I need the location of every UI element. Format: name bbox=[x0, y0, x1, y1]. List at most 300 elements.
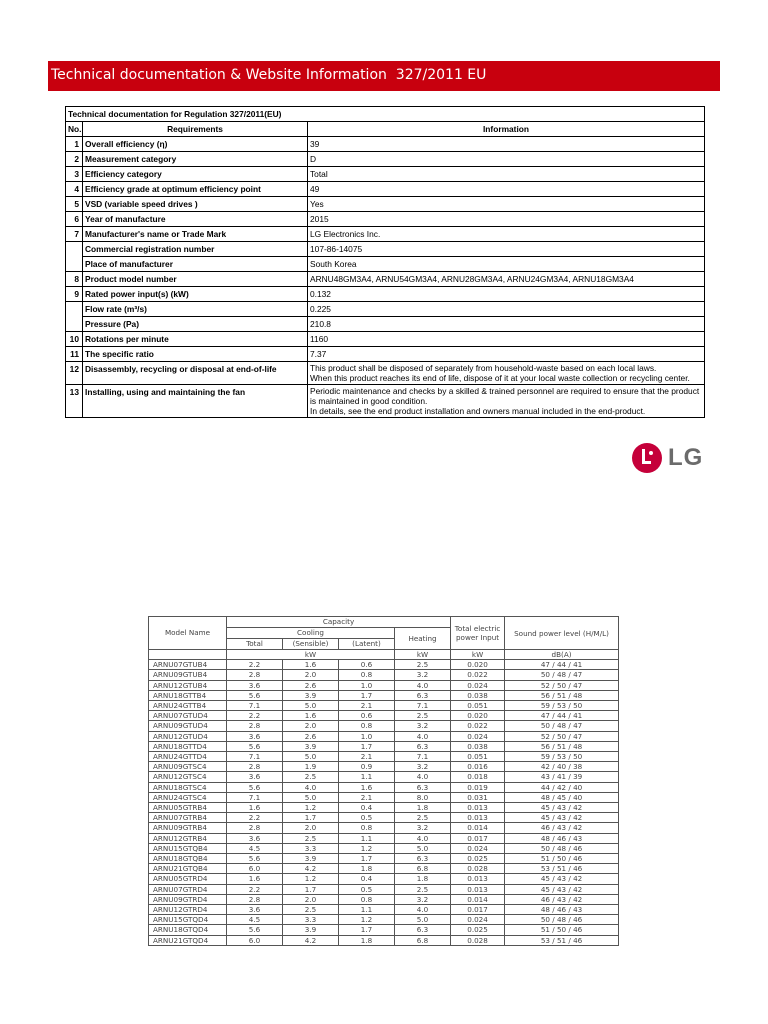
power-input: 0.016 bbox=[451, 762, 505, 772]
cooling-latent: 0.8 bbox=[339, 894, 395, 904]
model-name: ARNU07GTUD4 bbox=[149, 711, 227, 721]
cooling-total: 1.6 bbox=[227, 803, 283, 813]
cooling-sensible: 4.2 bbox=[283, 935, 339, 945]
heating-capacity: 5.0 bbox=[395, 915, 451, 925]
table-row bbox=[149, 660, 619, 670]
unit-kw-heating: kW bbox=[395, 650, 451, 660]
cooling-latent: 0.6 bbox=[339, 711, 395, 721]
table-row bbox=[149, 894, 619, 904]
cooling-latent: 1.0 bbox=[339, 731, 395, 741]
sound-power-level: 59 / 53 / 50 bbox=[505, 701, 619, 711]
model-name: ARNU21GTQB4 bbox=[149, 864, 227, 874]
heating-capacity: 4.0 bbox=[395, 731, 451, 741]
cooling-sensible: 1.6 bbox=[283, 711, 339, 721]
row-information: 107-86-14075 bbox=[308, 242, 705, 257]
row-requirement: Rotations per minute bbox=[83, 332, 308, 347]
row-requirement: Manufacturer's name or Trade Mark bbox=[83, 227, 308, 242]
header-bar bbox=[48, 61, 720, 91]
unit-dba: dB(A) bbox=[505, 650, 619, 660]
row-information: 39 bbox=[308, 137, 705, 152]
power-input: 0.024 bbox=[451, 731, 505, 741]
sound-power-level: 46 / 43 / 42 bbox=[505, 894, 619, 904]
row-requirement: Disassembly, recycling or disposal at end-of-life bbox=[83, 362, 308, 385]
model-name: ARNU24GTSC4 bbox=[149, 792, 227, 802]
latent-header: (Latent) bbox=[339, 639, 395, 650]
row-number: 6 bbox=[66, 212, 83, 227]
cooling-total: 5.6 bbox=[227, 925, 283, 935]
cooling-latent: 1.0 bbox=[339, 680, 395, 690]
table-row bbox=[66, 257, 705, 272]
model-name: ARNU21GTQD4 bbox=[149, 935, 227, 945]
model-name: ARNU05GTRB4 bbox=[149, 803, 227, 813]
row-requirement: Efficiency grade at optimum efficiency point bbox=[83, 182, 308, 197]
model-name: ARNU07GTUB4 bbox=[149, 660, 227, 670]
lg-logo bbox=[632, 443, 704, 473]
table-row bbox=[149, 854, 619, 864]
sound-power-level: 45 / 43 / 42 bbox=[505, 884, 619, 894]
cooling-latent: 1.7 bbox=[339, 741, 395, 751]
table-row bbox=[149, 731, 619, 741]
power-input: 0.038 bbox=[451, 741, 505, 751]
cooling-total: 2.2 bbox=[227, 711, 283, 721]
model-name: ARNU09GTRD4 bbox=[149, 894, 227, 904]
heating-capacity: 2.5 bbox=[395, 711, 451, 721]
sound-power-level: 48 / 46 / 43 bbox=[505, 833, 619, 843]
table-row bbox=[149, 701, 619, 711]
row-number: 1 bbox=[66, 137, 83, 152]
cooling-total: 2.8 bbox=[227, 721, 283, 731]
row-information: LG Electronics Inc. bbox=[308, 227, 705, 242]
row-requirement: Pressure (Pa) bbox=[83, 317, 308, 332]
table-row bbox=[66, 317, 705, 332]
cooling-sensible: 2.6 bbox=[283, 731, 339, 741]
row-information: Yes bbox=[308, 197, 705, 212]
row-requirement: Installing, using and maintaining the fan bbox=[83, 385, 308, 418]
cooling-latent: 0.4 bbox=[339, 803, 395, 813]
table-row bbox=[149, 813, 619, 823]
row-number: 10 bbox=[66, 332, 83, 347]
cooling-sensible: 1.9 bbox=[283, 762, 339, 772]
cooling-total: 3.6 bbox=[227, 833, 283, 843]
row-requirement: Year of manufacture bbox=[83, 212, 308, 227]
sound-power-level: 51 / 50 / 46 bbox=[505, 854, 619, 864]
model-name: ARNU09GTSC4 bbox=[149, 762, 227, 772]
table-row bbox=[149, 792, 619, 802]
table-row bbox=[149, 772, 619, 782]
cooling-latent: 2.1 bbox=[339, 701, 395, 711]
row-requirement: Efficiency category bbox=[83, 167, 308, 182]
sensible-header: (Sensible) bbox=[283, 639, 339, 650]
cooling-total: 1.6 bbox=[227, 874, 283, 884]
cooling-total: 6.0 bbox=[227, 864, 283, 874]
row-information: Periodic maintenance and checks by a skilled & trained personnel are required to ensure that the product is maintained in good condition. In details, see the end product installation and owners manual included in the end-product. bbox=[308, 385, 705, 418]
cooling-latent: 1.2 bbox=[339, 843, 395, 853]
capacity-header: Capacity bbox=[227, 617, 451, 628]
heating-capacity: 4.0 bbox=[395, 905, 451, 915]
cooling-sensible: 3.3 bbox=[283, 915, 339, 925]
power-input-header: Total electric power Input bbox=[451, 617, 505, 650]
unit-kw-power: kW bbox=[451, 650, 505, 660]
cooling-sensible: 1.7 bbox=[283, 884, 339, 894]
row-requirement: VSD (variable speed drives ) bbox=[83, 197, 308, 212]
cooling-sensible: 1.6 bbox=[283, 660, 339, 670]
cooling-total: 3.6 bbox=[227, 680, 283, 690]
power-input: 0.013 bbox=[451, 803, 505, 813]
cooling-sensible: 2.6 bbox=[283, 680, 339, 690]
col-requirements-header: Requirements bbox=[83, 122, 308, 137]
cooling-total: 5.6 bbox=[227, 854, 283, 864]
heating-capacity: 2.5 bbox=[395, 884, 451, 894]
sound-power-level: 48 / 46 / 43 bbox=[505, 905, 619, 915]
heating-capacity: 3.2 bbox=[395, 670, 451, 680]
row-information: South Korea bbox=[308, 257, 705, 272]
sound-power-level: 48 / 45 / 40 bbox=[505, 792, 619, 802]
sound-power-level: 44 / 42 / 40 bbox=[505, 782, 619, 792]
power-input: 0.019 bbox=[451, 782, 505, 792]
sound-power-level: 56 / 51 / 48 bbox=[505, 690, 619, 700]
row-requirement: Measurement category bbox=[83, 152, 308, 167]
model-name: ARNU15GTQD4 bbox=[149, 915, 227, 925]
lg-logo-text: LG bbox=[668, 444, 704, 471]
row-information: 2015 bbox=[308, 212, 705, 227]
model-name: ARNU09GTUB4 bbox=[149, 670, 227, 680]
sound-power-level: 45 / 43 / 42 bbox=[505, 874, 619, 884]
row-number bbox=[66, 302, 83, 317]
model-name: ARNU12GTRD4 bbox=[149, 905, 227, 915]
sound-power-level: 56 / 51 / 48 bbox=[505, 741, 619, 751]
cooling-latent: 1.7 bbox=[339, 854, 395, 864]
col-no-header: No. bbox=[66, 122, 83, 137]
table-row bbox=[149, 721, 619, 731]
table-row bbox=[149, 843, 619, 853]
heating-capacity: 1.8 bbox=[395, 874, 451, 884]
power-input: 0.031 bbox=[451, 792, 505, 802]
cooling-total: 5.6 bbox=[227, 741, 283, 751]
model-name: ARNU12GTUD4 bbox=[149, 731, 227, 741]
cooling-total: 5.6 bbox=[227, 690, 283, 700]
row-number: 2 bbox=[66, 152, 83, 167]
table-row bbox=[66, 347, 705, 362]
cooling-latent: 1.1 bbox=[339, 772, 395, 782]
cooling-latent: 1.1 bbox=[339, 833, 395, 843]
model-name: ARNU24GTTD4 bbox=[149, 752, 227, 762]
row-information: This product shall be disposed of separately from household-waste based on each local laws. When this product reaches its end of life, dispose of it at your local waste collection or recycling center. bbox=[308, 362, 705, 385]
row-number: 3 bbox=[66, 167, 83, 182]
cooling-sensible: 1.2 bbox=[283, 803, 339, 813]
heating-capacity: 5.0 bbox=[395, 843, 451, 853]
model-name: ARNU05GTRD4 bbox=[149, 874, 227, 884]
model-spec-table bbox=[148, 616, 619, 946]
model-name: ARNU07GTRD4 bbox=[149, 884, 227, 894]
table-row bbox=[149, 752, 619, 762]
table-row bbox=[66, 167, 705, 182]
heating-capacity: 6.3 bbox=[395, 854, 451, 864]
power-input: 0.022 bbox=[451, 721, 505, 731]
heating-capacity: 2.5 bbox=[395, 813, 451, 823]
cooling-latent: 1.7 bbox=[339, 925, 395, 935]
heating-capacity: 8.0 bbox=[395, 792, 451, 802]
cooling-sensible: 2.0 bbox=[283, 670, 339, 680]
power-input: 0.024 bbox=[451, 915, 505, 925]
cooling-sensible: 5.0 bbox=[283, 701, 339, 711]
cooling-latent: 0.6 bbox=[339, 660, 395, 670]
table-row bbox=[66, 137, 705, 152]
sound-power-level: 50 / 48 / 46 bbox=[505, 915, 619, 925]
sound-power-level: 53 / 51 / 46 bbox=[505, 935, 619, 945]
row-number: 11 bbox=[66, 347, 83, 362]
table-row bbox=[66, 362, 705, 385]
model-name: ARNU12GTRB4 bbox=[149, 833, 227, 843]
power-input: 0.051 bbox=[451, 752, 505, 762]
heating-capacity: 2.5 bbox=[395, 660, 451, 670]
row-information: 7.37 bbox=[308, 347, 705, 362]
model-name: ARNU07GTRB4 bbox=[149, 813, 227, 823]
heating-header: Heating bbox=[395, 628, 451, 650]
power-input: 0.028 bbox=[451, 864, 505, 874]
heating-capacity: 6.3 bbox=[395, 690, 451, 700]
table-caption: Technical documentation for Regulation 327/2011(EU) bbox=[66, 107, 705, 122]
cooling-total: 2.8 bbox=[227, 762, 283, 772]
power-input: 0.024 bbox=[451, 680, 505, 690]
table-row bbox=[149, 905, 619, 915]
power-input: 0.013 bbox=[451, 884, 505, 894]
power-input: 0.014 bbox=[451, 894, 505, 904]
row-number: 9 bbox=[66, 287, 83, 302]
power-input: 0.025 bbox=[451, 925, 505, 935]
table-row bbox=[149, 741, 619, 751]
heating-capacity: 3.2 bbox=[395, 823, 451, 833]
row-information: 49 bbox=[308, 182, 705, 197]
row-number: 4 bbox=[66, 182, 83, 197]
cooling-sensible: 3.9 bbox=[283, 741, 339, 751]
cooling-sensible: 5.0 bbox=[283, 792, 339, 802]
sound-power-level: 50 / 48 / 47 bbox=[505, 670, 619, 680]
model-name-header: Model Name bbox=[149, 617, 227, 650]
cooling-latent: 0.9 bbox=[339, 762, 395, 772]
power-input: 0.028 bbox=[451, 935, 505, 945]
cooling-sensible: 3.3 bbox=[283, 843, 339, 853]
row-information: ARNU48GM3A4, ARNU54GM3A4, ARNU28GM3A4, ARNU24GM3A4, ARNU18GM3A4 bbox=[308, 272, 705, 287]
cooling-sensible: 2.5 bbox=[283, 772, 339, 782]
row-number: 7 bbox=[66, 227, 83, 242]
heating-capacity: 4.0 bbox=[395, 680, 451, 690]
row-requirement: Overall efficiency (η) bbox=[83, 137, 308, 152]
heating-capacity: 6.3 bbox=[395, 925, 451, 935]
table-row bbox=[66, 287, 705, 302]
table-row bbox=[149, 864, 619, 874]
power-input: 0.013 bbox=[451, 874, 505, 884]
power-input: 0.017 bbox=[451, 833, 505, 843]
heating-capacity: 3.2 bbox=[395, 762, 451, 772]
cooling-total: 7.1 bbox=[227, 701, 283, 711]
heating-capacity: 3.2 bbox=[395, 721, 451, 731]
heating-capacity: 6.8 bbox=[395, 935, 451, 945]
model-name: ARNU18GTSC4 bbox=[149, 782, 227, 792]
table-row bbox=[149, 935, 619, 945]
cooling-total: 7.1 bbox=[227, 752, 283, 762]
power-input: 0.024 bbox=[451, 843, 505, 853]
unit-kw: kW bbox=[227, 650, 395, 660]
cooling-total: 3.6 bbox=[227, 905, 283, 915]
sound-power-level: 42 / 40 / 38 bbox=[505, 762, 619, 772]
cooling-total: 2.2 bbox=[227, 813, 283, 823]
cooling-sensible: 2.5 bbox=[283, 833, 339, 843]
row-number: 5 bbox=[66, 197, 83, 212]
cooling-sensible: 4.2 bbox=[283, 864, 339, 874]
power-input: 0.051 bbox=[451, 701, 505, 711]
sound-power-level: 53 / 51 / 46 bbox=[505, 864, 619, 874]
heating-capacity: 1.8 bbox=[395, 803, 451, 813]
cooling-latent: 1.1 bbox=[339, 905, 395, 915]
table-row bbox=[149, 680, 619, 690]
heating-capacity: 3.2 bbox=[395, 894, 451, 904]
cooling-sensible: 2.0 bbox=[283, 823, 339, 833]
cooling-sensible: 2.0 bbox=[283, 721, 339, 731]
cooling-latent: 1.8 bbox=[339, 935, 395, 945]
model-name: ARNU12GTUB4 bbox=[149, 680, 227, 690]
table-row bbox=[66, 212, 705, 227]
sound-power-level: 47 / 44 / 41 bbox=[505, 711, 619, 721]
power-input: 0.014 bbox=[451, 823, 505, 833]
sound-power-header: Sound power level (H/M/L) bbox=[505, 617, 619, 650]
row-information: 0.225 bbox=[308, 302, 705, 317]
row-number: 13 bbox=[66, 385, 83, 418]
table-row bbox=[149, 711, 619, 721]
sound-power-level: 51 / 50 / 46 bbox=[505, 925, 619, 935]
cooling-latent: 2.1 bbox=[339, 792, 395, 802]
cooling-total: 2.2 bbox=[227, 660, 283, 670]
heating-capacity: 6.8 bbox=[395, 864, 451, 874]
row-requirement: Commercial registration number bbox=[83, 242, 308, 257]
cooling-header: Cooling bbox=[227, 628, 395, 639]
heating-capacity: 4.0 bbox=[395, 772, 451, 782]
table-row bbox=[149, 884, 619, 894]
sound-power-level: 52 / 50 / 47 bbox=[505, 731, 619, 741]
model-name: ARNU24GTTB4 bbox=[149, 701, 227, 711]
row-information: 210.8 bbox=[308, 317, 705, 332]
model-name: ARNU18GTTD4 bbox=[149, 741, 227, 751]
row-number bbox=[66, 257, 83, 272]
page-title: Technical documentation & Website Information 327/2011 EU bbox=[51, 67, 487, 83]
row-number bbox=[66, 317, 83, 332]
heating-capacity: 7.1 bbox=[395, 701, 451, 711]
sound-power-level: 50 / 48 / 46 bbox=[505, 843, 619, 853]
heating-capacity: 7.1 bbox=[395, 752, 451, 762]
row-information: 0.132 bbox=[308, 287, 705, 302]
cooling-sensible: 4.0 bbox=[283, 782, 339, 792]
sound-power-level: 59 / 53 / 50 bbox=[505, 752, 619, 762]
row-requirement: Flow rate (m³/s) bbox=[83, 302, 308, 317]
cooling-total: 2.2 bbox=[227, 884, 283, 894]
sound-power-level: 52 / 50 / 47 bbox=[505, 680, 619, 690]
cooling-latent: 1.8 bbox=[339, 864, 395, 874]
table-row bbox=[149, 782, 619, 792]
cooling-latent: 0.5 bbox=[339, 884, 395, 894]
total-header: Total bbox=[227, 639, 283, 650]
model-name: ARNU09GTUD4 bbox=[149, 721, 227, 731]
power-input: 0.013 bbox=[451, 813, 505, 823]
cooling-latent: 1.2 bbox=[339, 915, 395, 925]
row-requirement: Product model number bbox=[83, 272, 308, 287]
sound-power-level: 45 / 43 / 42 bbox=[505, 813, 619, 823]
cooling-sensible: 3.9 bbox=[283, 925, 339, 935]
cooling-total: 7.1 bbox=[227, 792, 283, 802]
cooling-total: 3.6 bbox=[227, 731, 283, 741]
table-row bbox=[66, 272, 705, 287]
unit-blank bbox=[149, 650, 227, 660]
table-row bbox=[66, 242, 705, 257]
cooling-sensible: 2.5 bbox=[283, 905, 339, 915]
cooling-latent: 1.6 bbox=[339, 782, 395, 792]
sound-power-level: 45 / 43 / 42 bbox=[505, 803, 619, 813]
cooling-sensible: 3.9 bbox=[283, 854, 339, 864]
cooling-total: 4.5 bbox=[227, 843, 283, 853]
model-name: ARNU18GTTB4 bbox=[149, 690, 227, 700]
cooling-sensible: 5.0 bbox=[283, 752, 339, 762]
table-row bbox=[149, 670, 619, 680]
table-row bbox=[149, 874, 619, 884]
cooling-latent: 2.1 bbox=[339, 752, 395, 762]
sound-power-level: 43 / 41 / 39 bbox=[505, 772, 619, 782]
cooling-latent: 0.8 bbox=[339, 823, 395, 833]
cooling-total: 6.0 bbox=[227, 935, 283, 945]
cooling-total: 2.8 bbox=[227, 894, 283, 904]
power-input: 0.022 bbox=[451, 670, 505, 680]
table-caption-row bbox=[66, 107, 705, 122]
row-requirement: Rated power input(s) (kW) bbox=[83, 287, 308, 302]
row-information: D bbox=[308, 152, 705, 167]
table-row bbox=[66, 182, 705, 197]
row-information: Total bbox=[308, 167, 705, 182]
row-requirement: The specific ratio bbox=[83, 347, 308, 362]
cooling-sensible: 3.9 bbox=[283, 690, 339, 700]
table-row bbox=[66, 385, 705, 418]
row-information: 1160 bbox=[308, 332, 705, 347]
heating-capacity: 6.3 bbox=[395, 741, 451, 751]
heating-capacity: 4.0 bbox=[395, 833, 451, 843]
lg-face-icon bbox=[632, 443, 662, 473]
cooling-latent: 0.8 bbox=[339, 670, 395, 680]
sound-power-level: 50 / 48 / 47 bbox=[505, 721, 619, 731]
table-row bbox=[66, 332, 705, 347]
table-row bbox=[149, 762, 619, 772]
model-name: ARNU09GTRB4 bbox=[149, 823, 227, 833]
table-row bbox=[66, 152, 705, 167]
power-input: 0.020 bbox=[451, 660, 505, 670]
row-number bbox=[66, 242, 83, 257]
table-row bbox=[66, 197, 705, 212]
model-name: ARNU18GTQB4 bbox=[149, 854, 227, 864]
power-input: 0.038 bbox=[451, 690, 505, 700]
row-requirement: Place of manufacturer bbox=[83, 257, 308, 272]
cooling-sensible: 1.2 bbox=[283, 874, 339, 884]
table-row bbox=[66, 227, 705, 242]
table-row bbox=[149, 823, 619, 833]
row-number: 8 bbox=[66, 272, 83, 287]
cooling-latent: 0.8 bbox=[339, 721, 395, 731]
table-row bbox=[149, 925, 619, 935]
heating-capacity: 6.3 bbox=[395, 782, 451, 792]
row-number: 12 bbox=[66, 362, 83, 385]
table-row bbox=[66, 302, 705, 317]
model-name: ARNU18GTQD4 bbox=[149, 925, 227, 935]
cooling-latent: 0.4 bbox=[339, 874, 395, 884]
table-row bbox=[149, 803, 619, 813]
cooling-latent: 1.7 bbox=[339, 690, 395, 700]
cooling-total: 4.5 bbox=[227, 915, 283, 925]
cooling-total: 5.6 bbox=[227, 782, 283, 792]
power-input: 0.025 bbox=[451, 854, 505, 864]
